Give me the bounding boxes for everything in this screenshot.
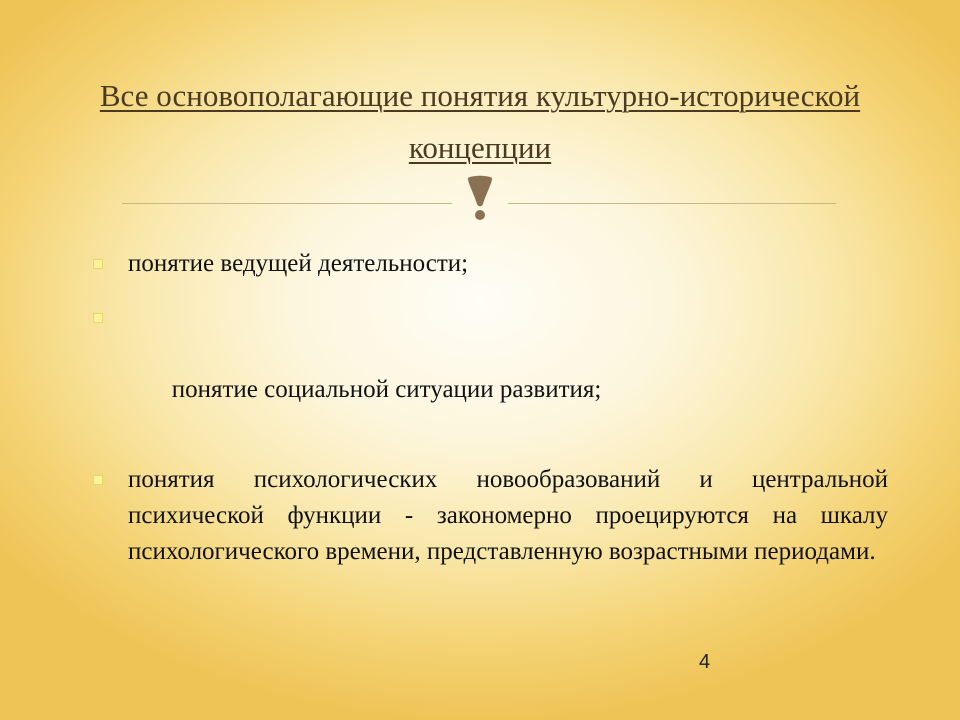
bullet-text: понятие социальной ситуации развития; (165, 376, 602, 403)
title-divider-right (508, 203, 836, 204)
bullet-item (88, 462, 888, 570)
exclamation-ornament-icon (462, 172, 498, 226)
slide-title-text: Все основополагающие понятия культурно-исторической концепции (99, 78, 861, 165)
page-number: 4 (699, 651, 711, 673)
bullet-text: понятие ведущей деятельности; (128, 250, 469, 277)
square-bullet-icon (93, 475, 103, 485)
bullet-item (88, 246, 888, 282)
bullet-list (88, 246, 888, 588)
square-bullet-icon (93, 313, 103, 323)
title-divider-left (122, 203, 452, 204)
bullet-item (88, 300, 888, 444)
slide-title (80, 70, 880, 174)
square-bullet-icon (93, 259, 103, 269)
bullet-text: понятия психологических новообразований и центральной психической функции - закономерно проецируются на шкалу психологического времени, представленную возрастными периодами. (128, 466, 888, 565)
